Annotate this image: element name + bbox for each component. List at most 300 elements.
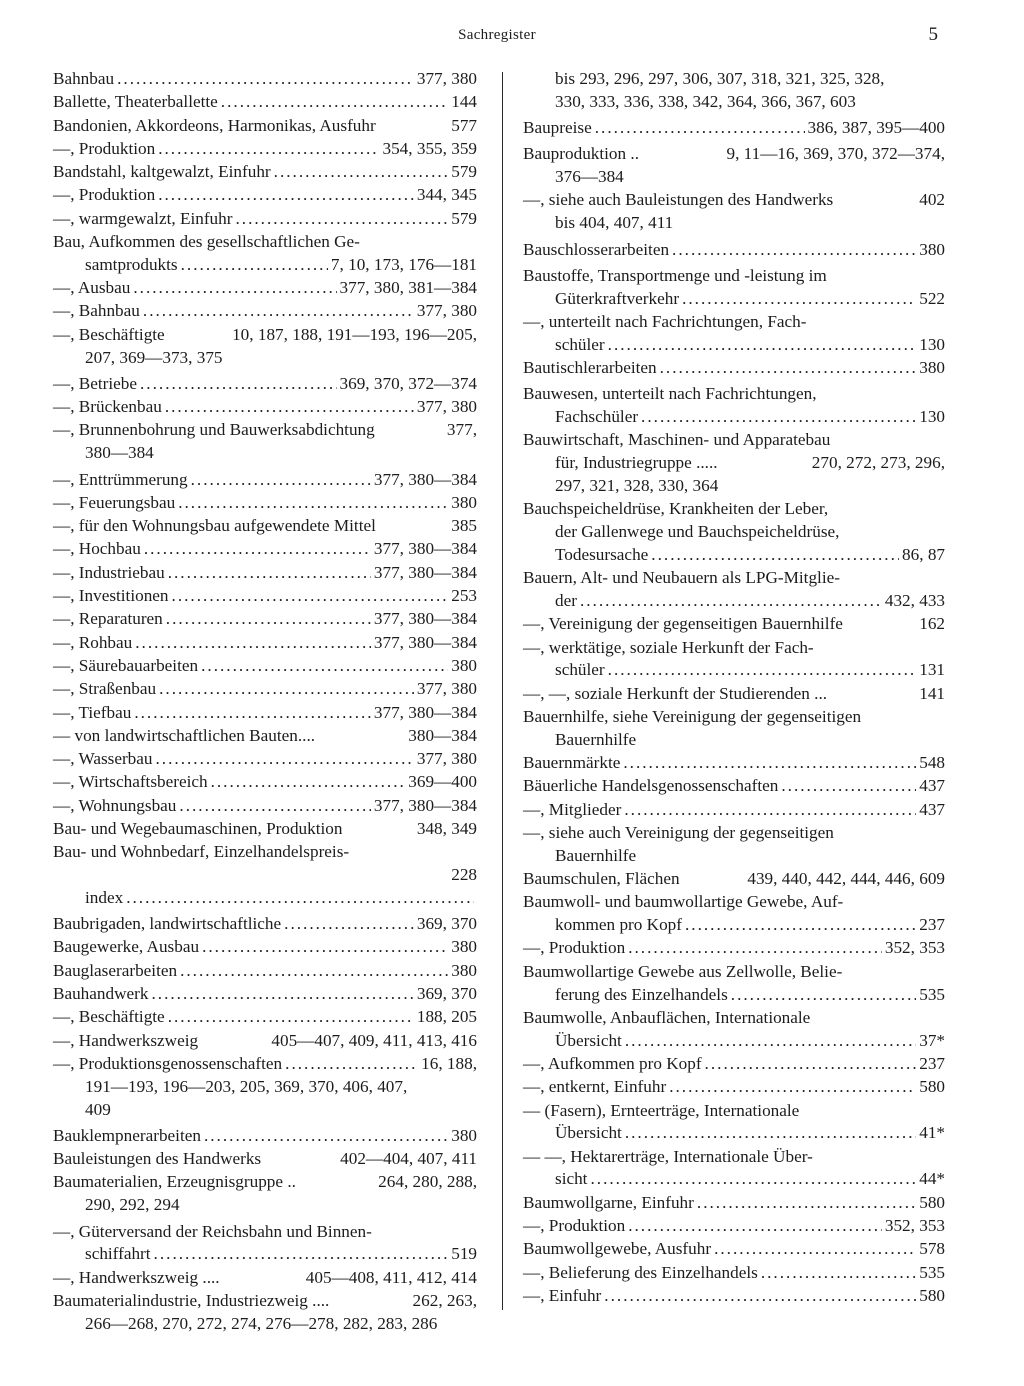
entry-term: —, Betriebe [53,373,137,393]
entry-continuation-line [523,1030,945,1053]
entry-term: sicht [555,1169,588,1189]
entry-term: schiffahrt [85,1244,151,1264]
entry-continuation-line [53,254,477,277]
index-entry [523,143,945,189]
entry-line [523,1076,945,1099]
index-entry [53,841,477,909]
entry-term: Übersicht [555,1123,622,1143]
entry-line [523,311,945,334]
page-references: 237 [919,915,945,935]
entry-term: Baumaterialindustrie, Industriezweig .... [53,1290,330,1310]
leader-dots [625,1122,916,1145]
entry-term: Baustoffe, Transportmenge und -leistung im [523,265,827,285]
index-entry [523,1053,945,1076]
index-entry [53,562,477,585]
entry-continuation-line [53,442,477,465]
entry-line [53,277,477,300]
leader-dots [156,748,414,771]
page-references: 377, 380—384 [373,562,477,582]
index-entry [53,748,477,771]
entry-line [523,937,945,960]
entry-term: —, Investitionen [53,586,169,606]
page-references: 237 [919,1053,945,1073]
page-references: 579 [451,208,477,228]
leader-dots [685,914,916,937]
entry-term: Bauhandwerk [53,984,149,1004]
leader-dots [151,983,413,1006]
leader-dots [625,1030,916,1053]
leader-dots [628,1215,882,1238]
entry-continuation-line [523,334,945,357]
entry-line [523,1192,945,1215]
entry-line [53,702,477,725]
page-references: 377, 380—384 [373,702,477,722]
entry-term: schüler [555,660,605,680]
leader-dots [697,1192,916,1215]
entry-line [53,419,477,442]
index-entry [523,637,945,683]
entry-continuation-line [53,864,477,887]
entry-line [53,1221,477,1244]
entry-term: —, Produktion [53,185,156,205]
index-entry [523,498,945,566]
index-entry [523,799,945,822]
entry-continuation-line [523,914,945,937]
entry-term: der [555,591,577,611]
page-references: 369—400 [408,772,477,792]
index-entry [53,655,477,678]
page-references: 37* [919,1030,945,1050]
entry-term: —, Hochbau [53,539,141,559]
page-references: 548 [919,753,945,773]
entry-term: —, Aufkommen pro Kopf [523,1053,702,1073]
page-references: 402—404, 407, 411 [340,1149,477,1169]
index-column-right [523,68,945,1308]
leader-dots [714,1238,916,1261]
entry-term: —, Produktionsgenossenschaften [53,1053,283,1073]
entry-term: —, unterteilt nach Fachrichtungen, Fach- [523,311,807,331]
entry-term: Baupreise [523,118,592,138]
entry-line [523,1215,945,1238]
entry-term: —, Beschäftigte [53,1007,165,1027]
page-references: 377, 380 [416,397,477,417]
entry-term: Baumwolle, Anbauflächen, Internationale [523,1007,811,1027]
entry-line [523,1146,945,1169]
index-entry [53,608,477,631]
entry-term: index [85,887,124,907]
entry-line [53,678,477,701]
entry-line [523,239,945,262]
entry-term: —, —, soziale Herkunft der Studierenden ... [523,683,828,703]
page-references: 130 [919,407,945,427]
page-references: 7, 10, 173, 176—181 [330,254,477,274]
leader-dots [143,300,414,323]
leader-dots [608,334,917,357]
index-entry [53,960,477,983]
entry-term: —, siehe auch Vereinigung der gegenseitigen [523,823,834,842]
index-entry [53,1053,477,1121]
page-header [0,24,1024,51]
leader-dots [624,799,916,822]
leader-dots [191,469,371,492]
leader-dots [178,492,448,515]
entry-line [523,799,945,822]
index-entry [523,1146,945,1192]
page-references: 386, 387, 395—400 [807,118,945,138]
page-references: 380 [451,937,477,957]
page-references: 377, 380—384 [373,609,477,629]
page-references: 522 [919,288,945,308]
entry-line [53,795,477,818]
entry-continuation-line [53,1243,477,1266]
page-references: 380 [451,492,477,512]
leader-dots [179,795,370,818]
entry-line [53,161,477,184]
entry-term: Todesursache [555,544,649,564]
index-entry [523,429,945,497]
entry-line [53,1030,477,1053]
entry-continuation-line [523,68,945,91]
entry-term: —, Wohnungsbau [53,795,177,815]
entry-term: —, Handwerkszweig .... [53,1267,220,1287]
entry-line [53,608,477,631]
entry-line [523,613,945,636]
index-entry [523,613,945,636]
column-divider [502,72,503,1310]
entry-continuation-line [523,91,945,114]
page-references: 377, 380, 381—384 [339,278,477,298]
entry-line [53,748,477,771]
entry-term: —, Produktion [523,1216,626,1236]
index-entry [523,683,945,706]
entry-line [523,637,945,660]
entry-continuation-line [523,544,945,567]
index-entry [523,1285,945,1308]
index-entry [523,891,945,937]
entry-term: —, Brunnenbohrung und Bauwerksabdichtung [53,420,375,440]
page-references: 380 [451,1125,477,1145]
index-entry [523,265,945,311]
entry-line [53,585,477,608]
entry-term: Bauernhilfe [555,845,637,865]
leader-dots [235,208,448,231]
entry-continuation-line [523,166,945,189]
entry-line [53,1006,477,1029]
leader-dots [705,1053,917,1076]
entry-line [53,818,477,841]
entry-continuation-line [523,212,945,235]
index-entry [53,208,477,231]
entry-line [523,775,945,798]
leader-dots [172,585,449,608]
entry-line [523,1100,945,1123]
entry-term: 297, 321, 328, 330, 364 [555,476,719,496]
leader-dots [133,277,336,300]
entry-term: Baumwoll- und baumwollartige Gewebe, Auf- [523,892,844,912]
entry-line [523,706,945,729]
entry-line [53,1171,477,1194]
entry-line [53,655,477,678]
page-references: 402 [919,190,945,210]
entry-line [523,189,945,212]
index-entry [53,231,477,277]
entry-line [523,868,945,891]
leader-dots [274,161,449,184]
index-entry [53,300,477,323]
entry-term: 290, 292, 294 [85,1195,180,1215]
leader-dots [604,1285,916,1308]
page-references: 10, 187, 188, 191—193, 196—205, [232,324,477,344]
entry-term: —, Handwerkszweig [53,1030,199,1050]
entry-term: Bäuerliche Handelsgenossenschaften [523,776,779,796]
entry-term: —, Ausbau [53,278,131,298]
entry-term: —, Bahnbau [53,301,140,321]
entry-continuation-line [53,1099,477,1122]
page-references: 380 [919,358,945,378]
entry-term: — (Fasern), Ernteerträge, Internationale [523,1100,800,1120]
entry-term: Bauleistungen des Handwerks [53,1149,262,1169]
entry-term: 191—193, 196—203, 205, 369, 370, 406, 407, [85,1076,408,1096]
page-references: 580 [919,1285,945,1305]
entry-term: Bau- und Wohnbedarf, Einzelhandelspreis- [53,842,350,862]
page-references: 405—407, 409, 411, 413, 416 [271,1030,477,1050]
entry-term: —, Vereinigung der gegenseitigen Bauernhilfe [523,614,843,634]
entry-term: Baubrigaden, landwirtschaftliche [53,914,282,934]
index-entry [53,324,477,370]
page-references: 405—408, 411, 412, 414 [305,1267,477,1287]
entry-term: —, Säurebauarbeiten [53,655,199,675]
entry-term: Baugewerke, Ausbau [53,937,200,957]
page-references: 253 [451,586,477,606]
leader-dots [221,91,448,114]
page-references: 579 [451,162,477,182]
entry-term: —, Beschäftigte [53,324,165,344]
page-number: 5 [928,24,938,45]
index-entry [523,1262,945,1285]
leader-dots [669,1076,916,1099]
index-entry [523,117,945,140]
entry-line [53,231,477,254]
page-references: 264, 280, 288, [378,1172,477,1192]
entry-term: — von landwirtschaftlichen Bauten.... [53,725,316,745]
entry-term: —, Feuerungsbau [53,492,176,512]
entry-continuation-line [523,1122,945,1145]
page-references: 578 [919,1239,945,1259]
index-entry [53,396,477,419]
page-references: 380 [919,239,945,259]
index-entry [523,239,945,262]
index-entry [523,868,945,891]
entry-line [53,300,477,323]
entry-continuation-line [523,1168,945,1191]
index-entry [523,937,945,960]
entry-line [523,822,945,845]
page-references: 262, 263, [412,1290,477,1310]
entry-term: 376—384 [555,167,624,187]
leader-dots [154,1243,449,1266]
page-references: 519 [451,1244,477,1264]
index-entry [523,1076,945,1099]
index-entry [53,1171,477,1217]
page-references: 16, 188, [421,1053,477,1073]
leader-dots [211,771,406,794]
entry-term: Baumwollgarne, Einfuhr [523,1192,694,1212]
entry-term: —, Güterversand der Reichsbahn und Binnen- [53,1221,372,1241]
entry-line [53,960,477,983]
entry-line [53,632,477,655]
entry-line [53,492,477,515]
page-references: 352, 353 [884,1216,945,1236]
page-references: 385 [451,516,477,536]
entry-term: schüler [555,334,605,354]
index-entry [53,515,477,538]
entry-term: Bau- und Wegebaumaschinen, Produktion [53,819,343,838]
entry-line [523,265,945,288]
leader-dots [628,937,882,960]
page-references: 437 [919,776,945,796]
leader-dots [284,913,414,936]
entry-line [53,138,477,161]
index-entry [53,492,477,515]
leader-dots [168,1006,414,1029]
entry-term: Bauschlosserarbeiten [523,239,670,259]
leader-dots [158,184,414,207]
entry-term: —, Rohbau [53,632,133,652]
entry-term: 380—384 [85,443,154,463]
leader-dots [135,632,371,655]
entry-continuation-line [523,729,945,752]
entry-term: Baumaterialien, Erzeugnisgruppe .. [53,1172,296,1192]
entry-term: —, siehe auch Bauleistungen des Handwerks [523,190,834,210]
entry-term: kommen pro Kopf [555,915,682,935]
page-references: 580 [919,1077,945,1097]
leader-dots [140,373,337,396]
entry-line [523,567,945,590]
entry-line [53,373,477,396]
index-entry [53,538,477,561]
index-entry [53,1125,477,1148]
entry-line [53,68,477,91]
index-entry [53,184,477,207]
entry-term: 330, 333, 336, 338, 342, 364, 366, 367, 603 [555,91,856,111]
entry-term: Bauglaserarbeiten [53,960,178,980]
page-references: 377, 380 [416,69,477,88]
leader-dots [165,396,414,419]
entry-line [53,562,477,585]
leader-dots [731,984,916,1007]
page-references: 352, 353 [884,938,945,958]
entry-continuation-line [53,887,477,910]
entry-term: Fachschüler [555,407,639,427]
leader-dots [590,1168,916,1191]
index-entry [53,1267,477,1290]
index-entry [53,91,477,114]
index-entry [53,1148,477,1171]
page-references: 380 [451,960,477,980]
leader-dots [180,960,448,983]
index-entry [53,373,477,396]
leader-dots [126,887,474,910]
index-entry [53,678,477,701]
index-entry [523,311,945,357]
leader-dots [201,655,448,678]
page-references: 377, 380—384 [373,469,477,489]
index-entry [53,277,477,300]
index-entry [523,357,945,380]
leader-dots [651,544,899,567]
entry-continuation-line [523,521,945,544]
entry-term: Baumwollgewebe, Ausfuhr [523,1239,712,1259]
entry-term: Übersicht [555,1030,622,1050]
entry-term: samtprodukts [85,254,178,274]
leader-dots [204,1125,448,1148]
index-entry [523,1007,945,1053]
entry-line [523,498,945,521]
entry-term: der Gallenwege und Bauchspeicheldrüse, [555,522,840,542]
entry-term: Bauchspeicheldrüse, Krankheiten der Leber, [523,499,829,519]
index-entry [53,936,477,959]
index-column-left [53,68,477,1336]
entry-line [53,115,477,138]
index-entry [53,68,477,91]
entry-term: Bauklempnerarbeiten [53,1125,201,1145]
page-references: 377, 380 [416,749,477,769]
entry-term: Bauernmärkte [523,753,621,773]
entry-term: —, Einfuhr [523,1285,602,1305]
entry-term: —, Produktion [53,138,156,158]
page-references: 580 [919,1192,945,1212]
entry-line [523,961,945,984]
entry-continuation-line [523,659,945,682]
page-references: 162 [919,614,945,634]
page-references: 437 [919,799,945,819]
entry-term: bis 293, 296, 297, 306, 307, 318, 321, 325, 328, [555,69,885,88]
leader-dots [672,239,916,262]
entry-line [53,936,477,959]
entry-term: —, Enttrümmerung [53,469,188,489]
leader-dots [595,117,805,140]
entry-line [53,538,477,561]
page-references: 354, 355, 359 [382,138,477,158]
entry-term: Bautischlerarbeiten [523,358,657,378]
entry-line [53,469,477,492]
leader-dots [608,659,917,682]
entry-term: bis 404, 407, 411 [555,213,674,233]
entry-line [53,1267,477,1290]
entry-term: 266—268, 270, 272, 274, 276—278, 282, 283, 286 [85,1313,438,1333]
page-references: 369, 370, 372—374 [339,373,477,393]
entry-term: —, Reparaturen [53,609,163,629]
entry-term: Bandstahl, kaltgewalzt, Einfuhr [53,162,271,182]
leader-dots [641,406,916,429]
leader-dots [781,775,916,798]
leader-dots [580,590,882,613]
entry-line [523,1007,945,1030]
entry-line [53,725,477,748]
entry-term: —, Wirtschaftsbereich [53,772,208,792]
page-references: 9, 11—16, 369, 370, 372—374, [726,144,945,164]
page-references: 188, 205 [416,1007,477,1027]
leader-dots [159,678,414,701]
index-entry [53,419,477,465]
entry-line [523,1262,945,1285]
index-entry [523,1215,945,1238]
index-entry [53,585,477,608]
index-entry [53,469,477,492]
entry-term: —, Mitglieder [523,799,622,819]
entry-line [53,983,477,1006]
index-entry [523,383,945,429]
